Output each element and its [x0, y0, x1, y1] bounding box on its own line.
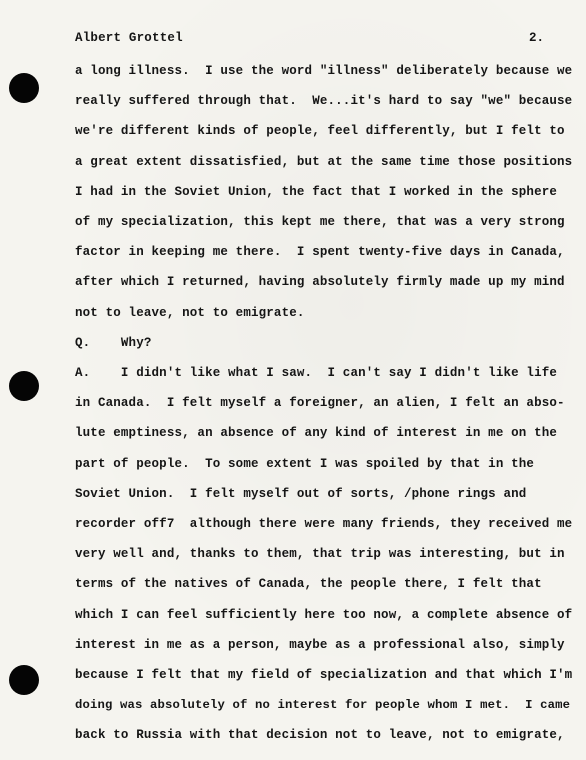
text-line: interest in me as a person, maybe as a professional also, simply [75, 637, 565, 652]
punch-hole [9, 371, 39, 401]
text-line: Q. Why? [75, 335, 152, 350]
header-name: Albert Grottel [75, 31, 183, 45]
page-number: 2. [529, 31, 545, 45]
text-line: really suffered through that. We...it's hard to say "we" because [75, 94, 573, 109]
text-line: part of people. To some extent I was spoiled by that in the [75, 456, 535, 471]
text-line: Soviet Union. I felt myself out of sorts, /phone rings and [75, 486, 527, 501]
text-line: after which I returned, having absolutely firmly made up my mind [75, 275, 565, 290]
text-line: we're different kinds of people, feel differently, but I felt to [75, 124, 565, 139]
text-line: lute emptiness, an absence of any kind of interest in me on the [75, 426, 558, 441]
text-line: because I felt that my field of specialization and that which I'm [75, 668, 573, 682]
text-line: of my specialization, this kept me there, that was a very strong [75, 215, 565, 229]
text-line: I had in the Soviet Union, the fact that I worked in the sphere [75, 184, 558, 199]
text-line: terms of the natives of Canada, the people there, I felt that [75, 577, 542, 592]
punch-hole [9, 73, 39, 103]
text-line: a great extent dissatisfied, but at the same time those positions [75, 154, 573, 169]
text-line: A. I didn't like what I saw. I can't say I didn't like life [75, 366, 558, 380]
text-line: in Canada. I felt myself a foreigner, an alien, I felt an abso- [75, 396, 565, 411]
text-line: not to leave, not to emigrate. [75, 305, 305, 320]
text-line: which I can feel sufficiently here too now, a complete absence of [75, 607, 573, 622]
text-line: back to Russia with that decision not to leave, not to emigrate, [75, 728, 565, 743]
text-line: recorder off7 although there were many friends, they received me [75, 517, 573, 531]
punch-hole [9, 665, 39, 695]
text-line: factor in keeping me there. I spent twenty-five days in Canada, [75, 245, 565, 260]
text-line: a long illness. I use the word "illness" deliberately because we [75, 64, 573, 78]
text-line: doing was absolutely of no interest for people whom I met. I came [75, 698, 571, 713]
text-line: very well and, thanks to them, that trip was interesting, but in [75, 547, 565, 562]
